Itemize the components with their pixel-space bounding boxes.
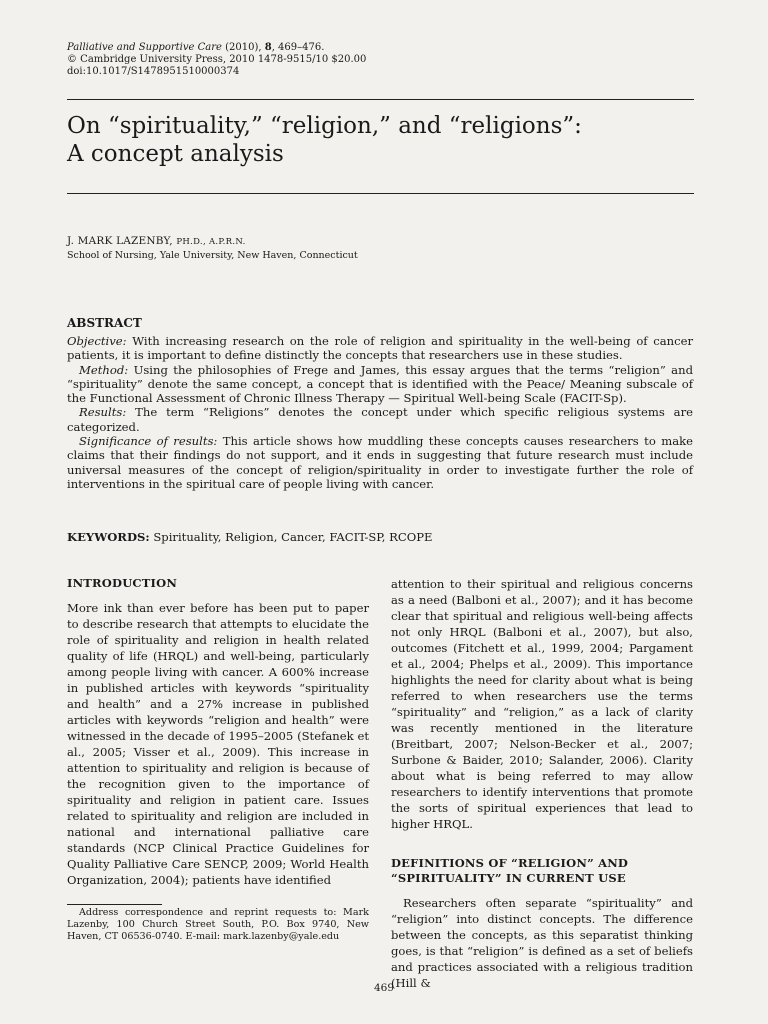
keywords-label: KEYWORDS:: [67, 530, 150, 544]
definitions-heading-line1: DEFINITIONS OF “RELIGION” AND: [391, 856, 629, 870]
right-column-spacer: [391, 576, 693, 832]
copyright-line: © Cambridge University Press, 2010 1478-9515/10 $20.00: [67, 54, 367, 65]
left-column: [67, 576, 369, 888]
title-rule: [67, 193, 694, 194]
method-label: Method:: [79, 362, 129, 377]
results-label: Results:: [79, 405, 127, 420]
journal-citation-line1: [67, 42, 366, 54]
journal-citation: [67, 42, 366, 78]
abstract-method: [67, 363, 693, 406]
right-column: [391, 576, 693, 991]
doi-line: doi:10.1017/S1478951510000374: [67, 66, 240, 77]
abstract-body: [67, 334, 693, 491]
keywords-line: [67, 530, 433, 544]
definitions-paragraph: Researchers often separate “spirituality” and “religion” into distinct concepts. The difference between the concepts, as this separatist thinking goes, is that “religion” is defined as a set of beliefs and practices associated with a religious tradition (Hill &: [391, 896, 693, 990]
author-line: [67, 234, 246, 249]
journal-pages: , 469–476.: [271, 42, 325, 53]
significance-text: This article shows how muddling these concepts causes researchers to make claims that their findings do not support, and it ends in suggesting that future research must include universal measures of the concept of religion/spirituality in order to investigate further the role of interventions in the spiritual care of people living with cancer.: [67, 434, 693, 491]
significance-label: Significance of results:: [79, 434, 218, 449]
journal-year: (2010),: [221, 42, 265, 53]
introduction-paragraph-continued: attention to their spiritual and religious concerns as a need (Balboni et al., 2007); and it has become clear that spiritual and religious well-being affects not only HRQL (Balboni et al., 2007), but also, outcomes (Fitchett et al., 1999, 2004; Pargament et al., 2004; Phelps et al., 2009). This importance highlights the need for clarity about what is being referred to when researchers use the terms “spirituality” and “religion,” as a lack of clarity was recently mentioned in the literature (Breitbart, 2007; Nelson-Becker et al., 2007; Surbone & Baider, 2010; Salander, 2006). Clarity about what is being referred to may allow researchers to identify interventions that promote the sorts of spiritual experiences that lead to higher HRQL.: [391, 577, 693, 831]
journal-volume: 8: [264, 42, 272, 53]
section-gap: [391, 832, 693, 856]
definitions-heading-line2: “SPIRITUALITY” IN CURRENT USE: [391, 871, 626, 885]
definitions-heading: [391, 856, 693, 886]
method-text: Using the philosophies of Frege and James, this essay argues that the terms “religion” and “spirituality” denote the same concept, a concept that is identified with the Peace/ Meaning subscale of the Functional Assessment of Chronic Illness Therapy — Spiritual Well-being Scale (FACIT-Sp).: [67, 362, 693, 406]
page-number: 469: [373, 982, 395, 994]
abstract-objective: [67, 334, 693, 363]
objective-text: With increasing research on the role of religion and spirituality in the well-being of cancer patients, it is important to define distinctly the concepts that researchers use in these studies.: [67, 334, 693, 363]
abstract-significance: [67, 434, 693, 491]
introduction-heading: INTRODUCTION: [67, 576, 178, 590]
abstract-results: [67, 405, 693, 434]
abstract-heading: ABSTRACT: [67, 316, 142, 330]
keywords-text: Spirituality, Religion, Cancer, FACIT-SP, RCOPE: [149, 530, 433, 544]
title-line-2: A concept analysis: [67, 141, 284, 167]
author-credentials: PH.D., A.P.R.N.: [176, 237, 246, 247]
article-title: [67, 112, 694, 168]
author-affiliation: School of Nursing, Yale University, New Haven, Connecticut: [67, 250, 358, 261]
title-line-1: On “spirituality,” “religion,” and “religions”:: [67, 113, 582, 139]
introduction-paragraph: More ink than ever before has been put to paper to describe research that attempts to elucidate the role of spirituality and religion in health related quality of life (HRQL) and well-being, particularly among people living with cancer. A 600% increase in published articles with keywords “spirituality and health” and a 27% increase in published articles with keywords “religion and health” were witnessed in the decade of 1995–2005 (Stefanek et al., 2005; Visser et al., 2009). This increase in attention to spirituality and religion is because of the recognition given to the importance of spirituality and religion in patient care. Issues related to spirituality and religion are included in national and international palliative care standards (NCP Clinical Practice Guidelines for Quality Palliative Care SENCP, 2009; World Health Organization, 2004); patients have identified: [67, 601, 369, 887]
objective-label: Objective:: [67, 334, 127, 348]
footnote-rule: [67, 904, 162, 905]
results-text: The term “Religions” denotes the concept under which specific religious systems are categorized.: [67, 405, 693, 434]
top-rule: [67, 99, 694, 100]
correspondence-footnote: Address correspondence and reprint requests to: Mark Lazenby, 100 Church Street South, P.O. Box 9740, New Haven, CT 06536-0740. E-mail: mark.lazenby@yale.edu: [67, 907, 369, 942]
author-name: J. MARK LAZENBY,: [67, 235, 177, 247]
journal-name: Palliative and Supportive Care: [67, 42, 222, 53]
